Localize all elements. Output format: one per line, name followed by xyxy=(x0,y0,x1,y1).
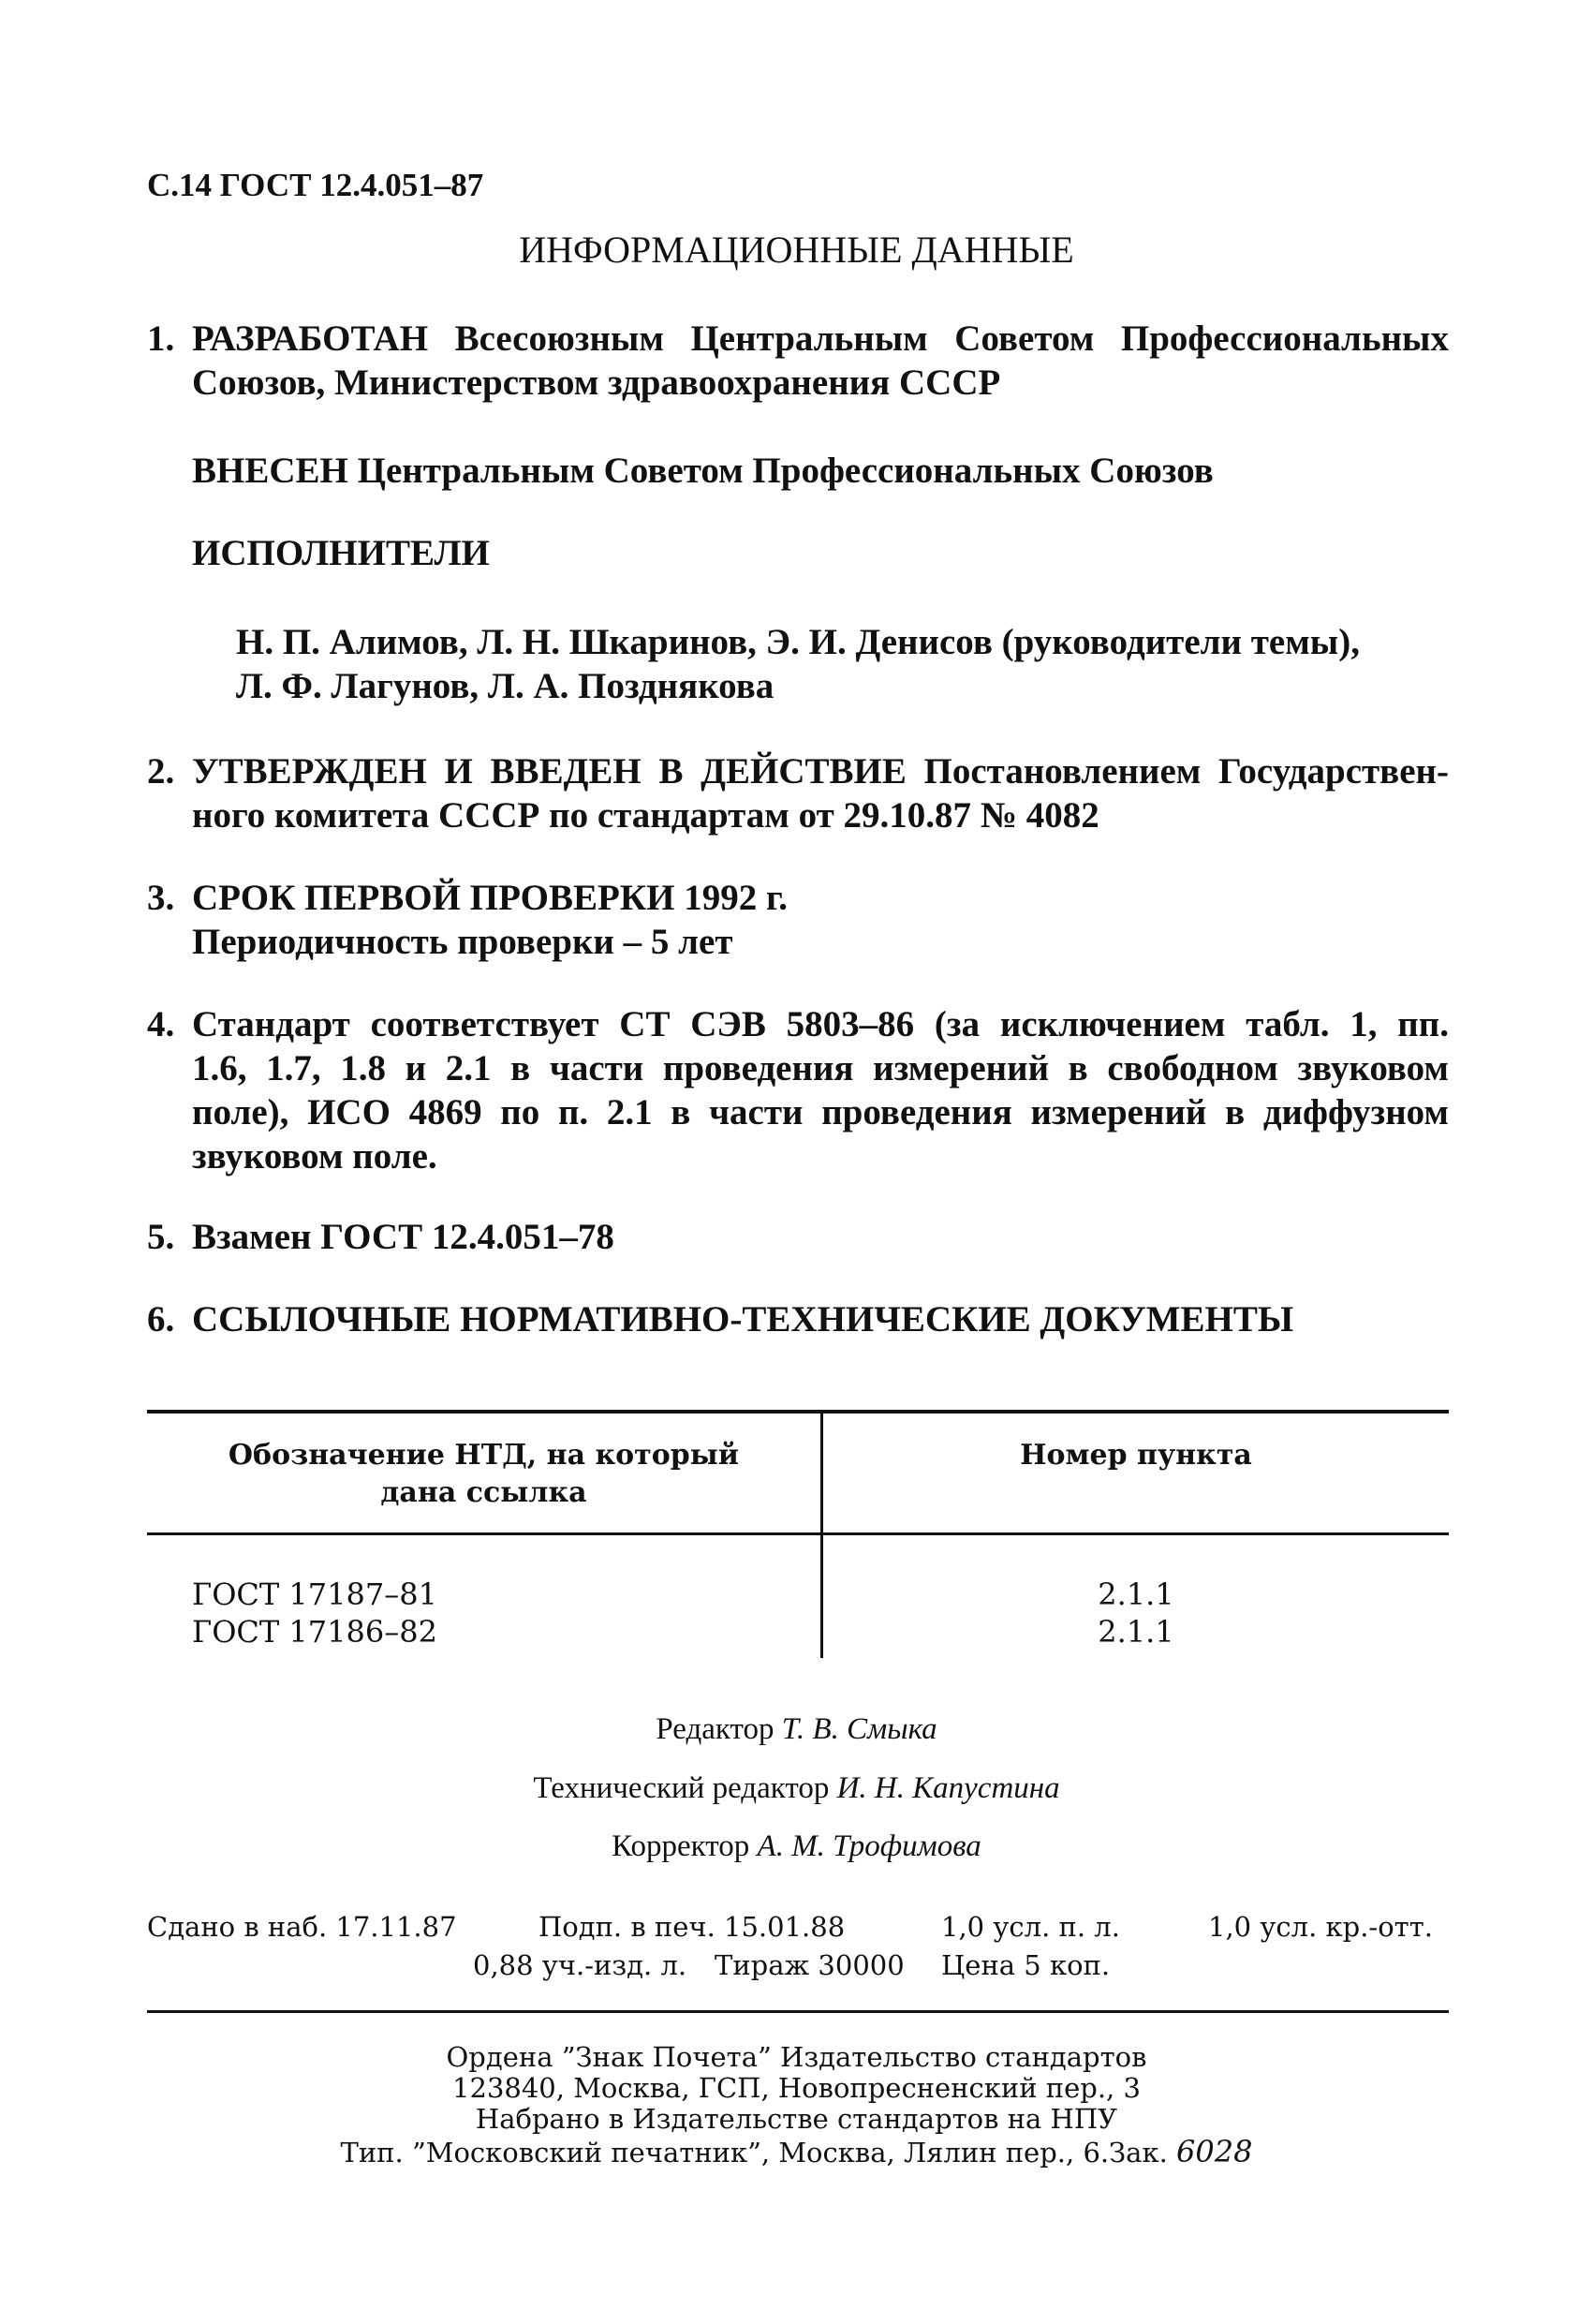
item-4-line3: поле), ИСО 4869 по п. 2.1 в части проведения измерений в диффузном xyxy=(192,1092,1449,1132)
table-header-rule xyxy=(147,1532,1449,1535)
typeset-note: Набрано в Издательстве стандартов на НПУ xyxy=(475,2103,1118,2135)
item-5 xyxy=(147,1215,614,1259)
item-6 xyxy=(147,1297,1293,1341)
imprint-price: Цена 5 коп. xyxy=(941,1949,1111,1981)
item-4-line2: 1.6, 1.7, 1.8 и 2.1 в части проведения измерений в свободном звуковом xyxy=(192,1048,1449,1088)
table-row-1-clause: 2.1.1 xyxy=(1098,1576,1174,1612)
proofreader-label: Корректор xyxy=(612,1829,750,1863)
item-4-line4: звуковом поле. xyxy=(192,1136,437,1177)
proofreader-name: А. М. Трофимова xyxy=(757,1829,981,1863)
item-1-executors-heading: ИСПОЛНИТЕЛИ xyxy=(192,533,490,573)
item-3-line2: Периодичность проверки – 5 лет xyxy=(192,922,733,962)
item-3-text-line1: СРОК ПЕРВОЙ ПРОВЕРКИ 1992 г. xyxy=(192,878,789,918)
table-row-2-clause: 2.1.1 xyxy=(1098,1614,1174,1650)
item-1-submitted: ВНЕСЕН Центральным Советом Профессиональных Союзов xyxy=(192,451,1214,491)
item-1-line1 xyxy=(147,317,1449,361)
item-1-executors-line2: Л. Ф. Лагунов, Л. А. Позднякова xyxy=(236,666,774,706)
item-3-line1 xyxy=(147,876,788,920)
imprint-pub-sheets: 0,88 уч.-изд. л. xyxy=(473,1949,687,1981)
table-header-designation-line1: Обозначение НТД, на который xyxy=(228,1439,740,1472)
tech-editor-name: И. Н. Капустина xyxy=(836,1771,1060,1805)
table-row-2-doc: ГОСТ 17186–82 xyxy=(192,1614,437,1650)
item-2-line2: ного комитета СССР по стандартам от 29.10.87 № 4082 xyxy=(192,795,1099,836)
item-4-text-line1: Стандарт соответствует СТ СЭВ 5803–86 (за исключением табл. 1, пп. xyxy=(192,1004,1449,1044)
imprint-typeset: Сдано в наб. 17.11.87 xyxy=(147,1911,457,1943)
item-5-text: Взамен ГОСТ 12.4.051–78 xyxy=(192,1217,614,1257)
item-2-text-line1: УТВЕРЖДЕН И ВВЕДЕН В ДЕЙСТВИЕ Постановлением Государствен- xyxy=(192,751,1449,792)
imprint-rule xyxy=(147,2010,1449,2013)
page-header: С.14 ГОСТ 12.4.051–87 xyxy=(147,167,484,203)
item-1-executors-line1: Н. П. Алимов, Л. Н. Шкаринов, Э. И. Денисов (руководители темы), xyxy=(236,622,1360,662)
imprint-print-sheets: 1,0 усл. кр.-отт. xyxy=(1208,1911,1433,1943)
imprint-sheets: 1,0 усл. п. л. xyxy=(941,1911,1120,1943)
item-4-line1 xyxy=(147,1002,1449,1046)
item-1-line2: Союзов, Министерством здравоохранения СССР xyxy=(192,363,1001,403)
imprint-signed: Подп. в печ. 15.01.88 xyxy=(538,1911,846,1943)
item-1-text-line1: РАЗРАБОТАН Всесоюзным Центральным Советом Профессиональных xyxy=(192,318,1449,359)
publisher-line: Ордена ”Знак Почета” Издательство стандартов xyxy=(446,2041,1147,2073)
tech-editor-credit xyxy=(0,1771,1593,1806)
order-number: 6028 xyxy=(1176,2134,1253,2169)
item-5-number: 5. xyxy=(147,1217,175,1257)
publisher-address: 123840, Москва, ГСП, Новопресненский пер., 3 xyxy=(452,2072,1141,2104)
printer-text: Тип. ”Московский печатник”, Москва, Лялин пер., 6.Зак. xyxy=(340,2137,1168,2169)
item-6-number: 6. xyxy=(147,1299,175,1340)
editor-label: Редактор xyxy=(656,1712,774,1746)
imprint-circulation: Тираж 30000 xyxy=(715,1949,905,1981)
document-title: ИНФОРМАЦИОННЫЕ ДАННЫЕ xyxy=(519,229,1074,271)
tech-editor-label: Технический редактор xyxy=(533,1771,830,1805)
printer-line xyxy=(0,2134,1593,2169)
item-4-number: 4. xyxy=(147,1004,175,1044)
item-3-number: 3. xyxy=(147,878,175,918)
table-row-1-doc: ГОСТ 17187–81 xyxy=(192,1576,437,1612)
item-2-line1 xyxy=(147,749,1449,793)
table-header-designation-line2: дана ссылка xyxy=(380,1476,587,1509)
editor-credit xyxy=(0,1712,1593,1747)
table-header-designation xyxy=(147,1437,820,1512)
item-1-number: 1. xyxy=(147,318,175,359)
item-6-text: ССЫЛОЧНЫЕ НОРМАТИВНО-ТЕХНИЧЕСКИЕ ДОКУМЕНТЫ xyxy=(192,1299,1294,1340)
proofreader-credit xyxy=(0,1829,1593,1864)
editor-name: Т. В. Смыка xyxy=(781,1712,937,1746)
table-top-rule xyxy=(147,1410,1449,1414)
table-header-clause: Номер пункта xyxy=(1020,1439,1252,1472)
item-2-number: 2. xyxy=(147,751,175,792)
